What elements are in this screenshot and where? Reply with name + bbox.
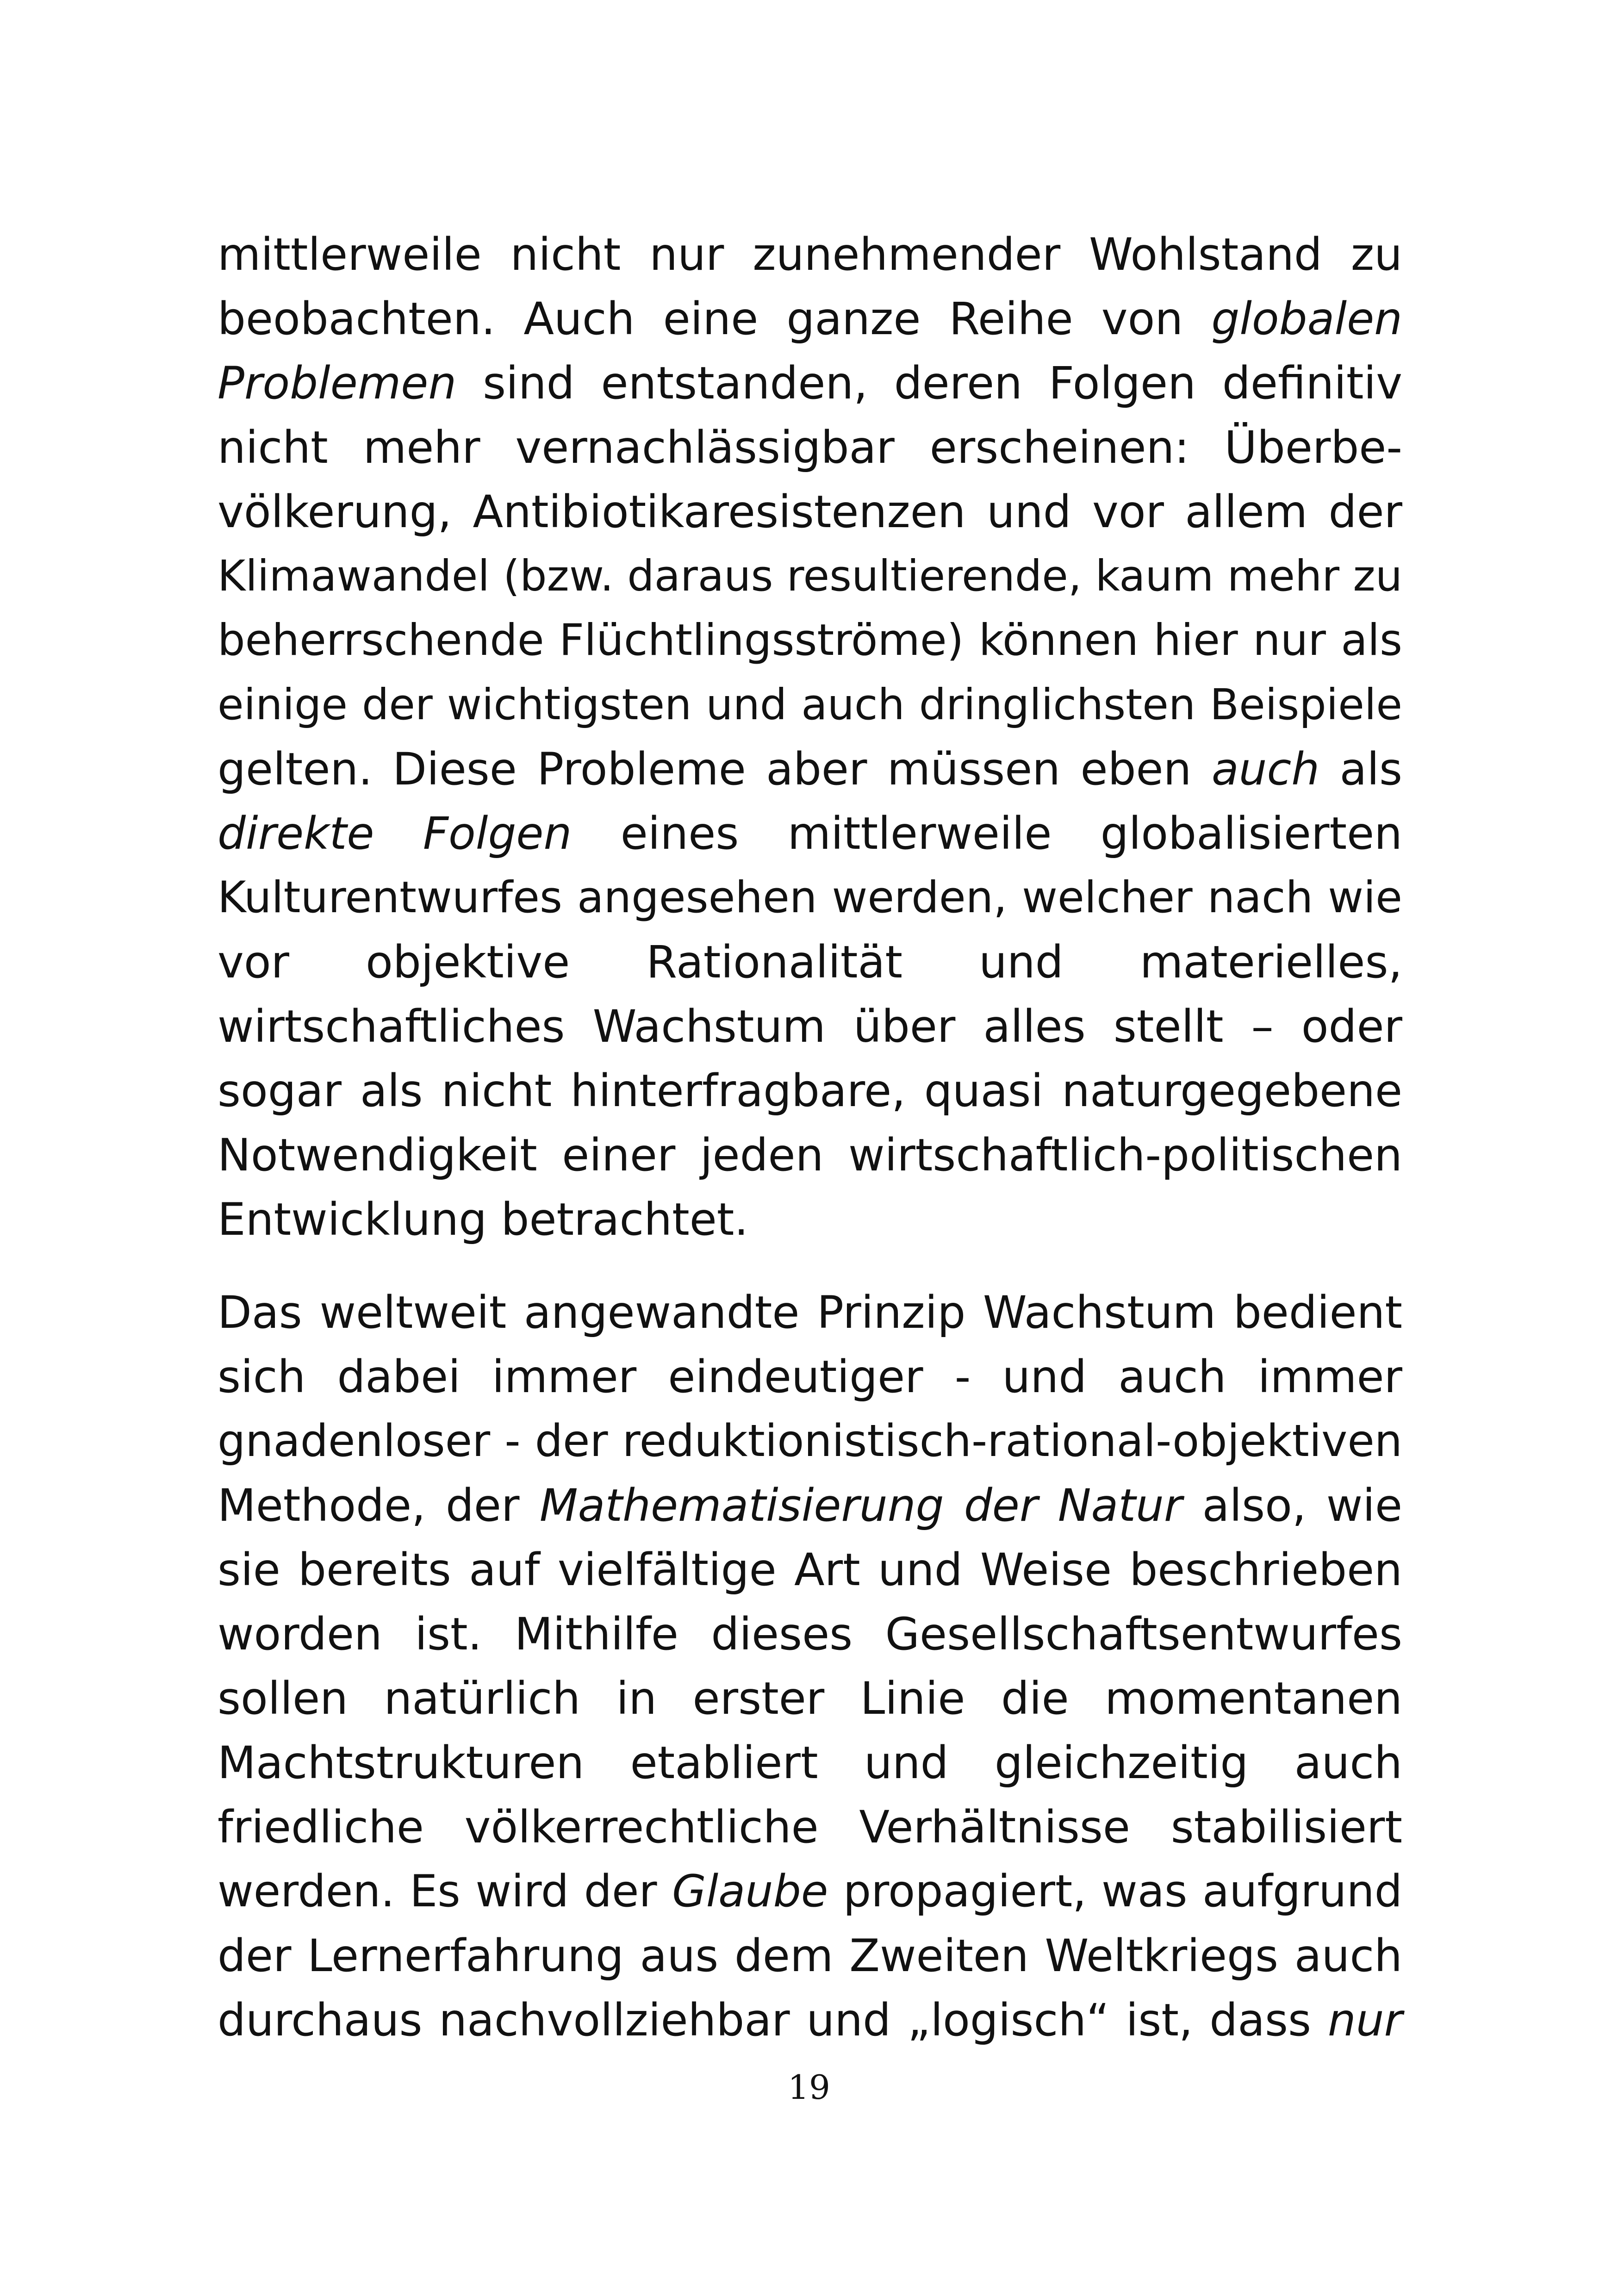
text-line: Entwicklung betrachtet. xyxy=(218,1194,748,1245)
emphasis: direkte Folgen xyxy=(218,808,572,859)
emphasis: auch xyxy=(1211,743,1320,795)
text-line: werden. Es wird der Glaube propagiert, was aufgrund xyxy=(218,1866,1403,1917)
text-line: direkte Folgen eines mittlerweile globalisierten xyxy=(218,808,1402,859)
emphasis: globalen xyxy=(1211,293,1402,345)
emphasis: Mathematisierung der Natur xyxy=(539,1480,1182,1531)
text-line: sollen natürlich in erster Linie die momentanen xyxy=(218,1673,1402,1724)
text-line: Klimawandel (bzw. daraus resultierende, kaum mehr zu xyxy=(218,551,1402,601)
text-line: Notwendigkeit einer jeden wirtschaftlich-politischen xyxy=(218,1129,1402,1181)
text-line: beobachten. Auch eine ganze Reihe von globalen xyxy=(218,293,1402,345)
text-line: beherrschende Flüchtlingsströme) können hier nur als xyxy=(218,615,1402,666)
text-line: Kulturentwurfes angesehen werden, welcher nach wie xyxy=(218,872,1402,923)
text-line: einige der wichtigsten und auch dringlichsten Beispiele xyxy=(218,680,1402,729)
text-line: völkerung, Antibiotikaresistenzen und vor allem der xyxy=(218,486,1402,538)
text-line: friedliche völkerrechtliche Verhältnisse stabilisiert xyxy=(218,1801,1402,1853)
emphasis: Glaube xyxy=(672,1866,828,1917)
text-line: sogar als nicht hinterfragbare, quasi naturgegebene xyxy=(218,1065,1402,1117)
text-line: durchaus nachvollziehbar und „logisch“ ist, dass nur xyxy=(218,1994,1402,2046)
text-line: sie bereits auf vielfältige Art und Weise beschrieben xyxy=(218,1544,1402,1596)
text-line: Das weltweit angewandte Prinzip Wachstum bedient xyxy=(218,1287,1402,1338)
page-number: 19 xyxy=(788,2068,830,2107)
emphasis: nur xyxy=(1327,1994,1402,2046)
text-line: worden ist. Mithilfe dieses Gesellschaftsentwurfes xyxy=(218,1608,1402,1660)
text-line: wirtschaftliches Wachstum über alles stellt – oder xyxy=(218,1001,1402,1052)
text-line: gnadenloser - der reduktionistisch-rational-objektiven xyxy=(218,1416,1402,1467)
text-line: Problemen sind entstanden, deren Folgen definitiv xyxy=(218,357,1402,409)
text-line: Methode, der Mathematisierung der Natur also, wie xyxy=(218,1480,1403,1531)
text-line: mittlerweile nicht nur zunehmender Wohlstand zu xyxy=(218,229,1402,280)
text-line: vor objektive Rationalität und materielles, xyxy=(218,936,1402,988)
text-line: Machtstrukturen etabliert und gleichzeitig auch xyxy=(218,1737,1402,1789)
text-line: nicht mehr vernachlässigbar erscheinen: Überbe- xyxy=(218,422,1402,473)
text-line: sich dabei immer eindeutiger - und auch immer xyxy=(218,1351,1402,1403)
emphasis: Problemen xyxy=(218,357,457,409)
text-line: der Lernerfahrung aus dem Zweiten Weltkriegs auch xyxy=(218,1930,1402,1982)
text-line: gelten. Diese Probleme aber müssen eben auch als xyxy=(218,743,1403,795)
